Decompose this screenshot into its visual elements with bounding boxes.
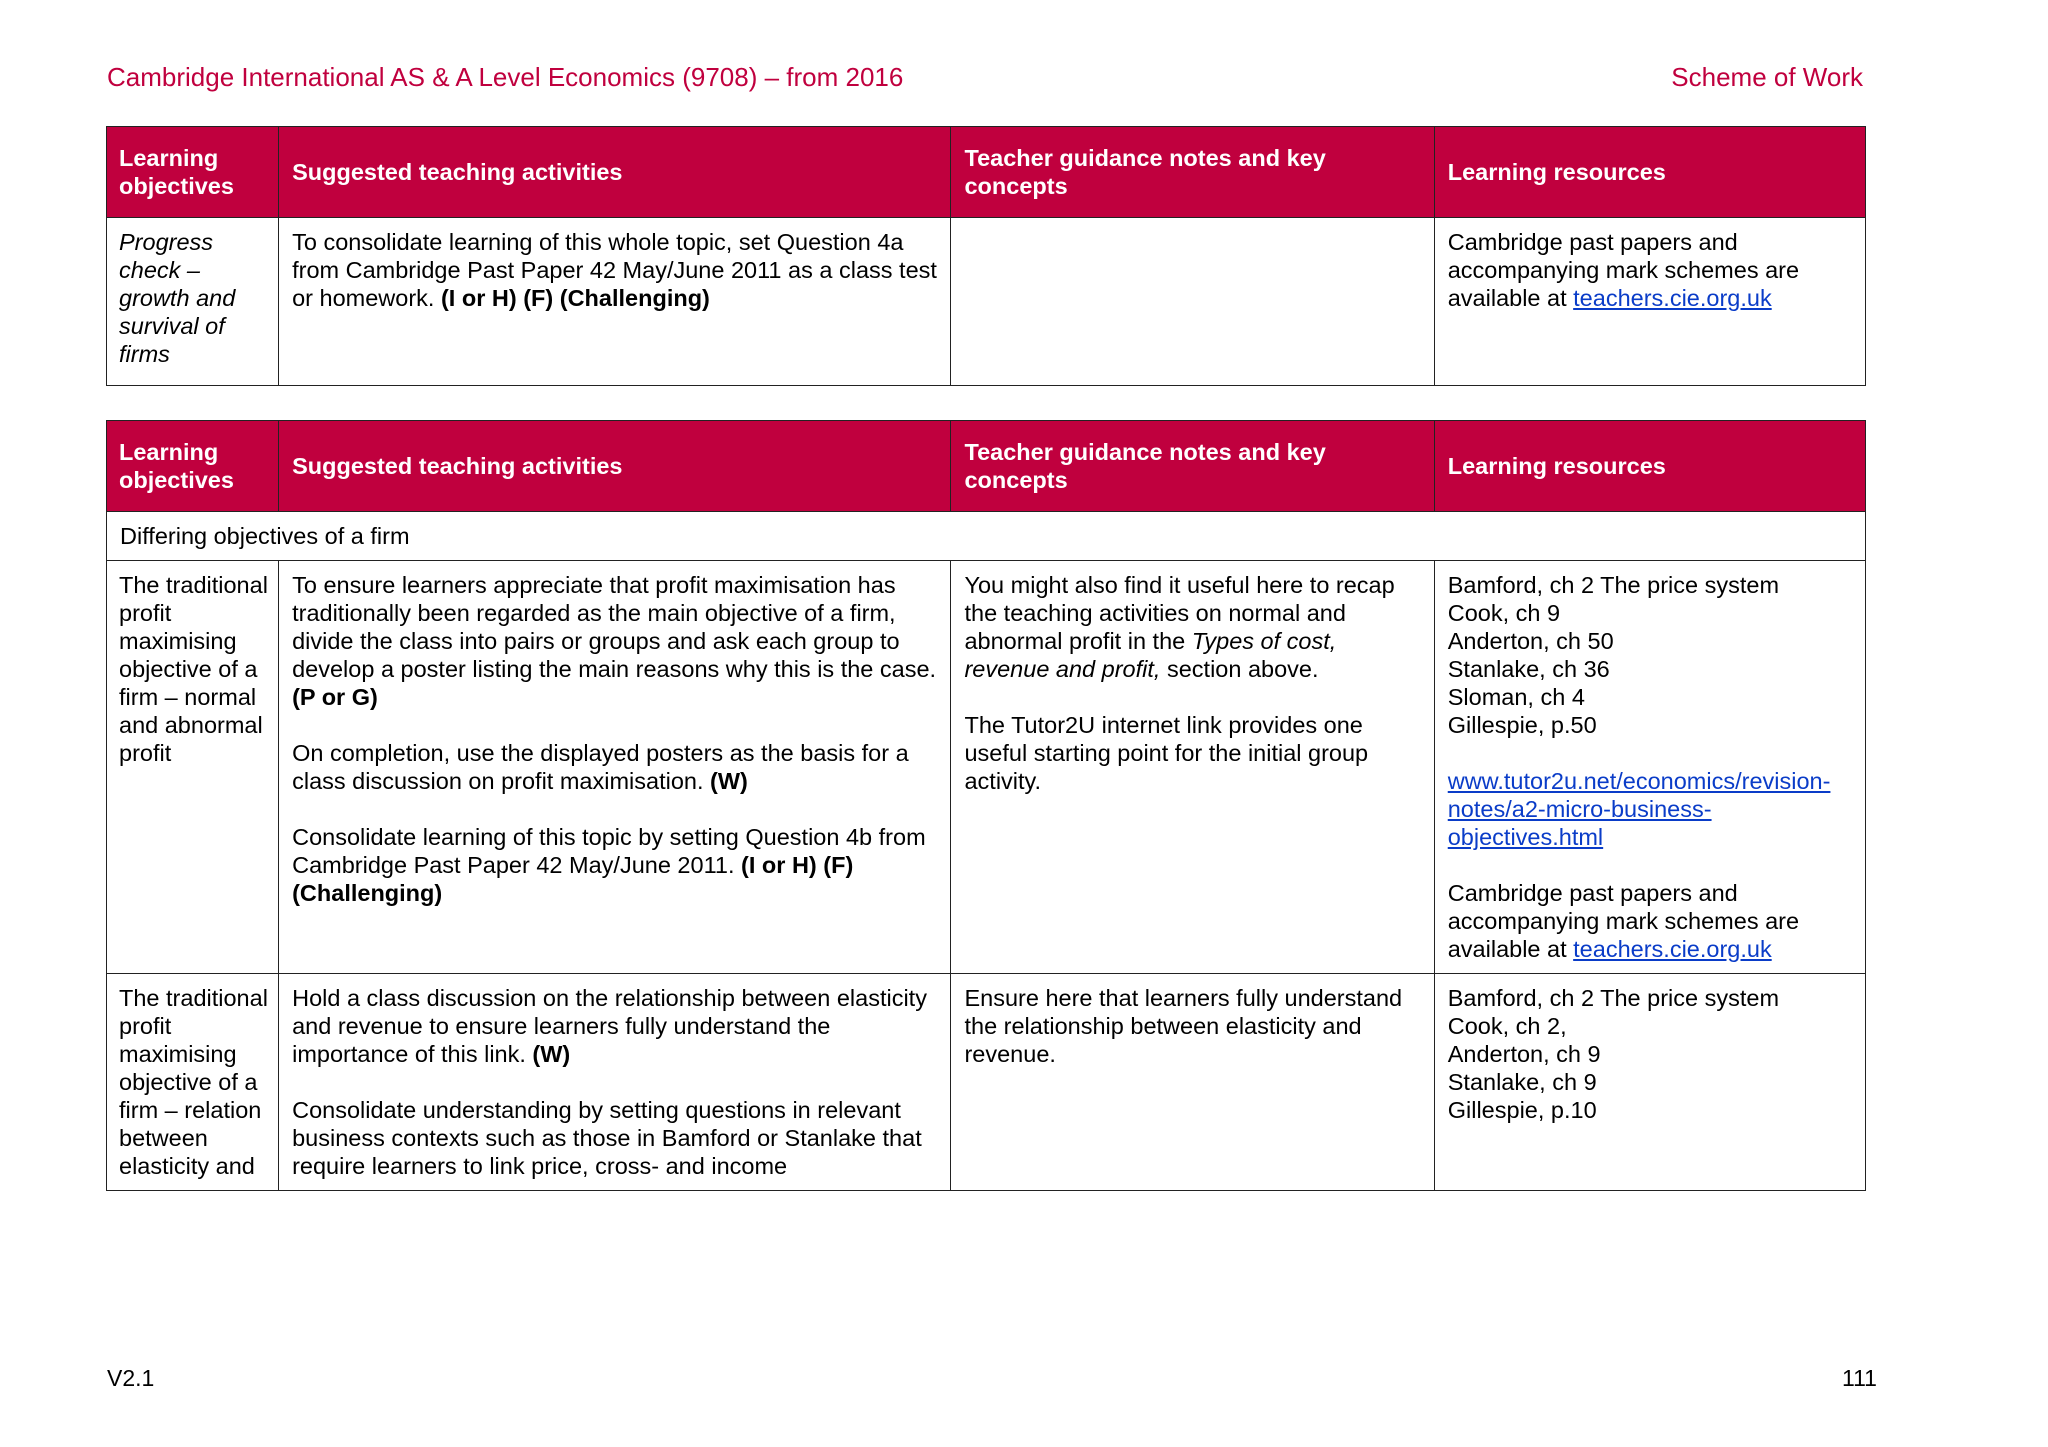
page-number: 111: [1842, 1365, 1877, 1391]
guidance-text: You might also find it useful here to recap the teaching activities on normal and abnormal profit in the: [964, 572, 1395, 654]
version-label: V2.1: [107, 1365, 155, 1391]
guidance-cell: [951, 561, 1434, 974]
resources-cell: [1434, 561, 1865, 974]
resource-item: Anderton, ch 9: [1447, 1041, 1601, 1067]
tutor2u-link[interactable]: www.tutor2u.net/economics/revision-notes/a2-micro-business-objectives.html: [1447, 768, 1831, 850]
activity-text: Consolidate understanding by setting questions in relevant business contexts such as those in Bamford or Stanlake that require learners to link price, cross- and income: [292, 1097, 922, 1179]
activity-text: On completion, use the displayed posters as the basis for a class discussion on profit maximisation.: [292, 740, 909, 794]
resources-cell: [1434, 218, 1865, 386]
guidance-text: section above.: [1166, 656, 1319, 682]
resources-cell: [1434, 974, 1865, 1191]
activity-tags: (I or H) (F) (Challenging): [292, 852, 854, 906]
resource-item: Cook, ch 9: [1447, 600, 1561, 626]
document-title: Cambridge International AS & A Level Economics (9708) – from 2016: [107, 62, 904, 92]
table-row: [107, 561, 1866, 974]
col-header-resources: Learning resources: [1434, 127, 1865, 218]
col-header-activities: Suggested teaching activities: [279, 421, 951, 512]
guidance-section-ref: Types of cost, revenue and profit,: [964, 628, 1337, 682]
activity-cell: [279, 974, 951, 1191]
col-header-learning-objectives: Learning objectives: [107, 421, 279, 512]
activity-text: To ensure learners appreciate that profit maximisation has traditionally been regarded as the main objective of a firm, divide the class into pairs or groups and ask each group to develop a poster listing the main reasons why this is the case.: [292, 572, 937, 682]
resource-item: Cook, ch 2,: [1447, 1013, 1567, 1039]
scheme-table-1: [106, 126, 1866, 386]
col-header-activities: Suggested teaching activities: [279, 127, 951, 218]
table-row: [107, 218, 1866, 386]
learning-objective-cell: The traditional profit maximising objective of a firm – normal and abnormal profit: [107, 561, 279, 974]
activity-tags: (W): [532, 1041, 571, 1067]
learning-objective-cell: The traditional profit maximising objective of a firm – relation between elasticity and: [107, 974, 279, 1191]
teachers-cie-link[interactable]: teachers.cie.org.uk: [1573, 285, 1772, 311]
resource-item: Gillespie, p.50: [1447, 712, 1597, 738]
section-title: Differing objectives of a firm: [107, 512, 1866, 561]
col-header-resources: Learning resources: [1434, 421, 1865, 512]
col-header-learning-objectives: Learning objectives: [107, 127, 279, 218]
activity-cell: [279, 218, 951, 386]
col-header-guidance: Teacher guidance notes and key concepts: [951, 127, 1434, 218]
resource-item: Bamford, ch 2 The price system: [1447, 572, 1780, 598]
table-header-row: [107, 127, 1866, 218]
scheme-table-2: [106, 420, 1866, 1191]
document-subtitle: Scheme of Work: [1671, 62, 1863, 92]
activity-cell: [279, 561, 951, 974]
resources-text: Cambridge past papers and accompanying mark schemes are available at: [1447, 229, 1800, 311]
guidance-cell: Ensure here that learners fully understand the relationship between elasticity and revenue.: [951, 974, 1434, 1191]
activity-text: To consolidate learning of this whole topic, set Question 4a from Cambridge Past Paper 42 May/June 2011 as a class test or homework.: [292, 229, 937, 311]
col-header-guidance: Teacher guidance notes and key concepts: [951, 421, 1434, 512]
table-header-row: [107, 421, 1866, 512]
activity-text: Consolidate learning of this topic by setting Question 4b from Cambridge Past Paper 42 May/June 2011.: [292, 824, 926, 878]
activity-tags: (I or H) (F) (Challenging): [440, 285, 710, 311]
activity-tags: (P or G): [292, 684, 378, 710]
resource-item: Stanlake, ch 9: [1447, 1069, 1597, 1095]
resources-text: Cambridge past papers and accompanying mark schemes are available at: [1447, 880, 1800, 962]
resource-item: Stanlake, ch 36: [1447, 656, 1610, 682]
resource-item: Gillespie, p.10: [1447, 1097, 1597, 1123]
table-row: [107, 974, 1866, 1191]
resource-item: Sloman, ch 4: [1447, 684, 1585, 710]
section-row: [107, 512, 1866, 561]
guidance-text: The Tutor2U internet link provides one useful starting point for the initial group activity.: [964, 712, 1369, 794]
activity-text: Hold a class discussion on the relationship between elasticity and revenue to ensure learners fully understand the importance of this link.: [292, 985, 927, 1067]
activity-tags: (W): [710, 768, 748, 794]
guidance-cell: [951, 218, 1434, 386]
resource-item: Anderton, ch 50: [1447, 628, 1614, 654]
resource-item: Bamford, ch 2 The price system: [1447, 985, 1780, 1011]
learning-objective-cell: Progress check – growth and survival of firms: [107, 218, 279, 386]
teachers-cie-link[interactable]: teachers.cie.org.uk: [1573, 936, 1772, 962]
